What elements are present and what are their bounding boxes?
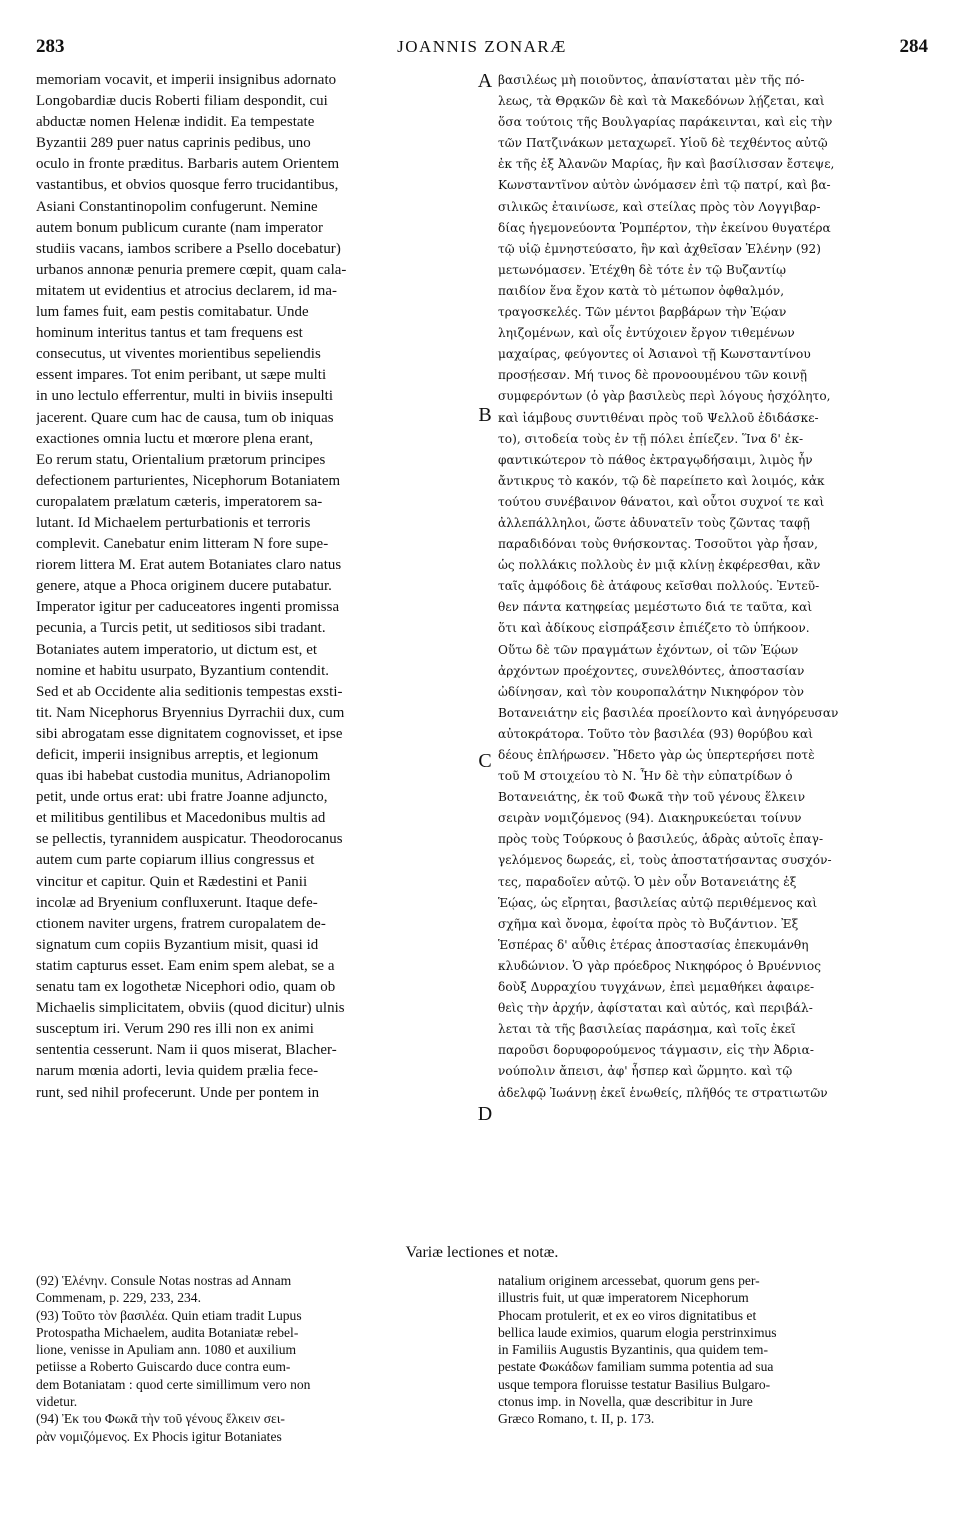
latin-text-line: essent impares. Tot enim peribant, ut sæpe multi — [36, 367, 327, 384]
greek-text-line: δέους ἐπλήρωσεν. Ἤδετο γὰρ ὡς ὑπερτερήσει ποτὲ — [498, 748, 815, 762]
greek-text-line: ἀρχόντων προέχοντες, συνελθόντες, ἀποστασίαν — [498, 663, 805, 678]
latin-text-line: curopalatem prælatum cæteris, imperatorem sa- — [36, 493, 323, 510]
greek-text-line: συμφερόντων (ὁ γὰρ βασιλεὺς περὶ λόγους ἠσχόλητο, — [498, 389, 831, 404]
latin-text-line: Byzantii 289 puer natus caprinis pedibus, uno — [36, 135, 311, 152]
greek-text-line: γελόμενος δωρεάς, εἰ, τοὺς ἀποστατήσαντας συσχόν- — [498, 853, 832, 868]
greek-text-line: Ἑσπέρας δ' αὖθις ἑτέρας ἀποστασίας ἐπεκυμάνθη — [498, 937, 809, 952]
greek-text-line: Οὕτω δὲ τῶν πραγμάτων ἐχόντων, οἱ τῶν Ἑῴων — [498, 642, 799, 657]
margin-letter-a: A — [477, 70, 493, 92]
greek-text-line: τραγοσκελές. Τῶν μέντοι βαρβάρων τὴν Ἑῴαν — [498, 305, 787, 320]
note-line: pestate Φωκάδων familiam summa potentia ad sua — [498, 1359, 774, 1375]
greek-text-line: τούτου συνέβαινον θάνατοι, καὶ οὗτοι συχνοί τε καὶ — [498, 494, 825, 509]
latin-text-line: et militibus gentilibus et Macedonibus multis ad — [36, 810, 326, 827]
greek-text-line: νούπολιν ἄπεισι, ἀφ' ἧσπερ καὶ ὥρμητο. καὶ τῷ — [498, 1064, 793, 1079]
greek-text-line: λεται τὰ τῆς βασιλείας παράσημα, καὶ τοῖς ἐκεῖ — [498, 1022, 796, 1037]
greek-text-line: ἀλλεπάλληλοι, ὥστε ἀδυνατεῖν τοὺς ζῶντας ταφῇ — [498, 515, 810, 530]
latin-text-line: abductæ nomen Helenæ indidit. Ea tempestate — [36, 114, 315, 131]
greek-text-line: Βοτανειάτην εἰς βασιλέα προείλοντο καὶ ἀνηγόρευσαν — [498, 705, 839, 720]
note-line: lione, venisse in Apuliam ann. 1080 et auxilium — [36, 1342, 297, 1358]
greek-text-line: κλυδώνιον. Ὁ γὰρ πρόεδρος Νικηφόρος ὁ Βρυέννιος — [498, 958, 822, 973]
greek-text-line: σχῆμα καὶ ὄνομα, ἐφοίτα πρὸς τὸ Βυζάντιον. Ἐξ — [498, 916, 799, 931]
latin-text-line: incolæ ad Bryenium confluxerunt. Itaque defe- — [36, 894, 318, 911]
latin-text-line: tit. Nam Nicephorus Bryennius Dyrrachii dux, cum — [36, 704, 345, 721]
latin-text-line: quas ibi habebat custodia munitus, Adrianopolim — [36, 768, 331, 785]
latin-text-line: jacerent. Quare cum hac de causa, tum ob iniquas — [36, 409, 334, 426]
latin-text-line: vincitur et capitur. Quin et Rædestini et Panii — [36, 873, 308, 890]
greek-text-line: παιδίον ἕνα ἔχον κατὰ τὸ μέτωπον ὀφθαλμόν, — [498, 283, 785, 298]
greek-text-line: μετωνόμασεν. Ἐτέχθη δὲ τότε ἐν τῷ Βυζαντίῳ — [498, 262, 787, 277]
greek-text-line: μαχαίρας, φεύγοντες οἱ Ἀσιανοὶ τῇ Κωνσταντίνου — [498, 347, 811, 362]
greek-text-line: παραδιδόναι τοὺς θνήσκοντας. Τοσοῦτοι γὰρ ἦσαν, — [498, 537, 819, 552]
latin-text-line: defectionem parturientes, Nicephorum Botaniatem — [36, 472, 341, 489]
latin-text-line: se pellectis, tyrannidem auspicatur. Theodorocanus — [36, 831, 343, 848]
running-header — [36, 32, 928, 62]
note-line: (93) Τοῦτο τὸν βασιλέα. Quin etiam tradit Lupus — [36, 1307, 302, 1323]
latin-text-line: petit, unde ortus erat: ubi fratre Joanne adjuncto, — [36, 789, 328, 806]
note-line: dem Botaniatam : quod certe simillimum vero non — [36, 1376, 311, 1392]
latin-text-line: Sed et ab Occidente alia seditionis tempestas exsti- — [36, 683, 343, 700]
latin-text-line: urbanos annonæ penuria premere cœpit, quam cala- — [36, 261, 347, 278]
latin-text-line: ctionem naviter urgens, fratrem curopalatem de- — [36, 915, 326, 932]
latin-text-line: narum mœnia adorti, levia quidem prælia fece- — [36, 1063, 319, 1080]
greek-text-line: ὅσα τούτοις τῆς Βουλγαρίας παράκεινται, καὶ εἰς τὴν — [498, 115, 833, 130]
note-line: Phocam protulerit, et ex eo viros dignitatibus et — [498, 1307, 757, 1323]
latin-text-line: nomine et habitu usurpato, Byzantium contendit. — [36, 662, 330, 679]
greek-text-line: το), σιτοδεία τοὺς ἐν τῇ πόλει ἐπίεζεν. Ἵνα δ' ἐκ- — [498, 431, 804, 446]
note-line: Protospatha Michaelem, audita Botaniatæ rebel- — [36, 1324, 299, 1340]
margin-letter-d: D — [477, 1103, 493, 1125]
latin-text-line: runt, sed nihil profecerunt. Unde per pontem in — [36, 1084, 320, 1101]
latin-text-line: exactiones omnia luctu et mœrore plena erant, — [36, 430, 314, 447]
latin-text-line: Longobardiæ ducis Roberti filiam despondit, cui — [36, 93, 328, 110]
greek-text-line: τες, παραδοῖεν αὐτῷ. Ὁ μὲν οὖν Βοτανειάτης ἐξ — [498, 874, 797, 889]
margin-letter-c: C — [478, 750, 492, 772]
greek-text-line: Βοτανειάτης, ἐκ τοῦ Φωκᾶ τὴν τοῦ γένους ἕλκειν — [498, 790, 806, 805]
latin-text-line: Eo rerum statu, Orientalium prætorum principes — [36, 451, 326, 468]
greek-text-line: ἄντικρυς τὸ κακόν, τῷ δὲ παρείπετο καὶ λοιμός, κἀκ — [498, 473, 825, 488]
note-line: petiisse a Roberto Guiscardo duce contra eum- — [36, 1359, 291, 1375]
latin-text-line: susceptum iri. Verum 290 res illi non ex animi — [36, 1021, 314, 1038]
latin-text-line: Asiani Constantinopolim confugerunt. Nemine — [36, 198, 318, 215]
latin-text-line: sibi abrogatam esse dignitatem cognovisset, et ipse — [36, 725, 343, 742]
note-line: videtur. — [36, 1394, 78, 1410]
latin-text-line: deficit, imperii insignibus arreptis, et legionum — [36, 747, 319, 763]
greek-text-line: αὐτοκράτορα. Τοῦτο τὸν βασιλέα (93) θορύβου καὶ — [498, 726, 814, 741]
latin-text-line: lum fames fuit, eam pestis comitabatur. Unde — [36, 304, 309, 321]
greek-text-line: προσῄεσαν. Μή τινος δὲ προνοουμένου τῶν κοινῇ — [498, 368, 808, 383]
greek-text-line: δοὺξ Δυρραχίου τυγχάνων, ἐπεὶ μεμαθήκει ἀφαιρε- — [498, 980, 815, 995]
note-line: (92) Ἑλένην. Consule Notas nostras ad Annam — [36, 1273, 292, 1288]
greek-text-line: λεως, τὰ Θρᾳκῶν δὲ καὶ τὰ Μακεδόνων λῄζεται, καὶ — [498, 94, 825, 109]
greek-text-line: ἀδελφῷ Ἰωάννῃ ἐκεῖ ἑνωθείς, πλῆθός τε στρατιωτῶν — [498, 1085, 828, 1100]
page-number-left: 283 — [36, 36, 65, 57]
greek-text-line: Ἑῴας, ὡς εἴρηται, βασιλείας αὐτῷ περιθέμενος καὶ — [498, 895, 818, 910]
main-text — [36, 70, 928, 1230]
note-line: natalium originem arcessebat, quorum gens per- — [498, 1273, 760, 1288]
latin-text-line: oculo in fronte præditus. Barbaris autem Orientem — [36, 156, 340, 173]
latin-text-line: riorem littera M. Erat autem Botaniates claro natus — [36, 557, 342, 574]
greek-text-line: τοῦ Μ στοιχείου τὸ Ν. Ἦν δὲ τὴν εὐπατρίδων ὁ — [498, 769, 793, 784]
latin-text-line: autem bonum publicum curante (nam imperator — [36, 219, 324, 236]
greek-text-line: ὠδίνησαν, καὶ τὸν κουροπαλάτην Νικηφόρον τὸν — [498, 684, 805, 699]
greek-text-line: ληιζομένων, καὶ οἷς ἐντύχοιεν ἔργον τιθεμένων — [498, 326, 795, 341]
greek-text-line: ἐκ τῆς ἐξ Ἀλανῶν Μαρίας, ἣν καὶ βασίλισσαν ἔστεψε, — [498, 157, 835, 172]
latin-text-line: autem cum parte copiarum illius congressus et — [36, 852, 315, 869]
note-line: Commenam, p. 229, 233, 234. — [36, 1290, 202, 1306]
greek-text-line: τῷ υἱῷ ἐμνηστεύσατο, ἣν καὶ ἀχθεῖσαν Ἑλένην (92) — [498, 241, 822, 256]
latin-text-line: Imperator igitur per caduceatores ingenti promissa — [36, 599, 340, 616]
greek-text-line: παροῦσι δορυφορούμενος τάγμασιν, εἰς τὴν Ἀδρια- — [498, 1043, 814, 1058]
greek-text-line: δίας ἡγεμονεύοντα Ῥομπέρτον, τὴν ἐκείνου θυγατέρα — [498, 220, 831, 235]
greek-text-line: σιλικῶς ἐταινίωσε, καὶ στείλας πρὸς τὸν Λογγιβαρ- — [498, 199, 821, 214]
latin-text-line: pecunia, a Turcis petit, ut seditiosos sibi tradant. — [36, 620, 326, 637]
note-line: ctonus imp. in Novella, quæ describitur in Jure — [498, 1394, 753, 1410]
latin-column — [36, 70, 468, 1104]
latin-text-line: consecutus, ut viventes morientibus sepeliendis — [36, 346, 321, 363]
margin-letter-b: B — [478, 404, 492, 426]
greek-text-line: θεν πάντα κατηφείας μεμέστωτο διά τε ταῦτα, καὶ — [498, 600, 813, 615]
greek-text-line: ὡς πολλάκις πολλοὺς ἐν μιᾷ κλίνῃ ἐκφέρεσθαι, κἂν — [498, 558, 821, 573]
note-line: bellica laude eximios, quarum elogia perstrinximus — [498, 1324, 777, 1340]
latin-text-line: Botaniates autem imperatorio, ut dictum est, et — [36, 641, 318, 658]
latin-text-line: in uno lectulo efferrentur, multi in biviis insepulti — [36, 388, 334, 405]
latin-text-line: hominum interitus tantus et tam frequens est — [36, 325, 303, 342]
notes-left-column — [36, 1272, 468, 1445]
latin-text-line: signatum cum copiis Byzantium misit, quasi id — [36, 936, 319, 953]
latin-text-line: lutant. Id Michaelem perturbationis et terroris — [36, 514, 311, 531]
note-line: illustris fuit, ut quæ imperatorem Nicephorum — [498, 1290, 749, 1306]
note-line: usque tempora floruisse testatur Basilius Bulgaro- — [498, 1376, 771, 1392]
greek-text-line: τῶν Πατζινάκων μεταχωρεῖ. Υἱοῦ δὲ τεχθέντος αὐτῷ — [498, 136, 828, 151]
page-number-right: 284 — [899, 36, 928, 57]
note-line: ρὰν νομιζόμενος. Ex Phocis igitur Botaniates — [36, 1428, 282, 1444]
latin-text-line: sententia cesserunt. Nam ii quos miserat, Blacher- — [36, 1042, 337, 1059]
note-line: (94) Ἐκ του Φωκᾶ τὴν τοῦ γένους ἕλκειν σει- — [36, 1411, 285, 1427]
greek-text-line: βασιλέως μὴ ποιοῦντος, ἀπανίσταται μὲν τῆς πό- — [498, 73, 805, 87]
latin-text-line: senatu tam ex logothetæ Nicephori odio, quam ob — [36, 979, 336, 996]
latin-text-line: complevit. Canebatur enim litteram N fore supe- — [36, 536, 329, 553]
note-line: Græco Romano, t. II, p. 173. — [498, 1411, 655, 1427]
latin-text-line: statim capturus esset. Eam enim spem alebat, se a — [36, 957, 335, 974]
latin-text-line: genere, atque a Phoca originem ducere putabatur. — [36, 578, 332, 595]
latin-text-line: Michaelis simplicitatem, obviis (quod dicitur) ulnis — [36, 1000, 345, 1017]
greek-text-line: καὶ ἰάμβους συντιθέναι πρὸς τοῦ Ψελλοῦ ἐδιδάσκε- — [498, 410, 819, 425]
greek-text-line: ὅτι καὶ ἀδίκους εἰσπράξεσιν ἐπιέζετο τὸ ὑπήκοον. — [498, 621, 810, 636]
latin-text-line: vastantibus, et obvios quosque ferro trucidantibus, — [36, 177, 339, 194]
greek-text-line: ταῖς ἀμφόδοις δὲ ἀτάφους κεῖσθαι πολλούς. Ἐντεῦ- — [498, 579, 820, 594]
notes-right-column — [498, 1272, 928, 1428]
latin-text-line: memoriam vocavit, et imperii insignibus adornato — [36, 72, 337, 88]
greek-text-line: θεὶς τὴν ἀρχήν, ἀφίσταται καὶ αὐτός, καὶ περιβάλ- — [498, 1001, 813, 1016]
latin-text-line: mitatem ut evidentius et atrocius declarem, id ma- — [36, 282, 338, 299]
greek-text-line: φαντικώτερον τὸ πάθος ἐκτραγῳδήσαιμι, λιμὸς ἦν — [498, 452, 813, 467]
running-title: JOANNIS ZONARÆ — [397, 37, 567, 56]
notes-heading: Variæ lectiones et notæ. — [405, 1244, 559, 1261]
greek-text-line: σειρὰν νομιζόμενος (94). Διακηρυκεύεται τοίνυν — [498, 811, 802, 826]
greek-column — [498, 70, 928, 1104]
note-line: in Familiis Augustis Byzantinis, qua quidem tem- — [498, 1342, 768, 1358]
latin-text-line: studiis vacans, iambos scribere a Psello docebatur) — [36, 240, 341, 257]
greek-text-line: Κωνσταντῖνον αὐτὸν ὠνόμασεν ἐπὶ τῷ πατρί, καὶ βα- — [498, 178, 831, 193]
greek-text-line: πρὸς τοὺς Τούρκους ὁ βασιλεύς, ἁδρὰς αὐτοῖς ἐπαγ- — [498, 832, 824, 847]
